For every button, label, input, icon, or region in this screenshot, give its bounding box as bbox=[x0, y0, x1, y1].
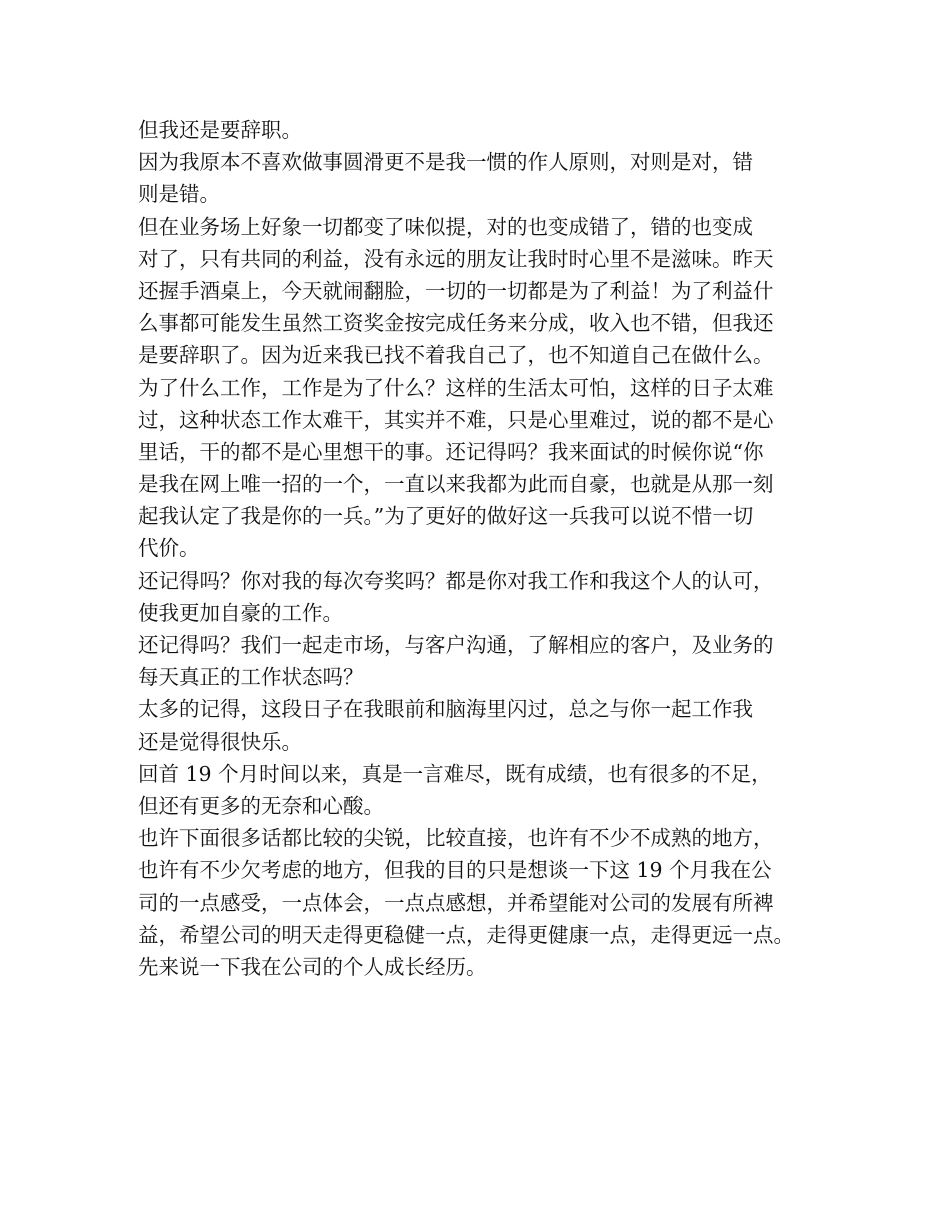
text-line: 回首 19 个月时间以来，真是一言难尽，既有成绩，也有很多的不足， bbox=[138, 761, 772, 786]
text-line: 对了，只有共同的利益，没有永远的朋友让我时时心里不是滋味。昨天 bbox=[138, 246, 774, 271]
text-line: 则是错。 bbox=[138, 182, 220, 207]
text-line: 也许有不少欠考虑的地方，但我的目的只是想谈一下这 19 个月我在公 bbox=[138, 858, 772, 883]
text-line: 每天真正的工作状态吗？ bbox=[138, 665, 364, 690]
text-line: 为了什么工作，工作是为了什么？这样的生活太可怕，这样的日子太难 bbox=[138, 375, 774, 400]
text-line: 太多的记得，这段日子在我眼前和脑海里闪过，总之与你一起工作我 bbox=[138, 697, 753, 722]
text-line: 因为我原本不喜欢做事圆滑更不是我一惯的作人原则，对则是对，错 bbox=[138, 150, 753, 175]
text-line: 是我在网上唯一招的一个，一直以来我都为此而自豪，也就是从那一刻 bbox=[138, 472, 774, 497]
text-line: 但还有更多的无奈和心酸。 bbox=[138, 793, 384, 818]
text-line: 里话，干的都不是心里想干的事。还记得吗？我来面试的时候你说“你 bbox=[138, 439, 764, 464]
text-line: 使我更加自豪的工作。 bbox=[138, 600, 343, 625]
text-line: 先来说一下我在公司的个人成长经历。 bbox=[138, 954, 487, 979]
text-line: 是要辞职了。因为近来我已找不着我自己了，也不知道自己在做什么。 bbox=[138, 343, 774, 368]
text-line: 还是觉得很快乐。 bbox=[138, 729, 302, 754]
text-line: 么事都可能发生虽然工资奖金按完成任务来分成，收入也不错，但我还 bbox=[138, 311, 774, 336]
text-line: 益，希望公司的明天走得更稳健一点，走得更健康一点，走得更远一点。 bbox=[138, 922, 794, 947]
text-line: 也许下面很多话都比较的尖锐，比较直接，也许有不少不成熟的地方， bbox=[138, 826, 774, 851]
resignation-letter-body bbox=[138, 114, 838, 983]
text-line: 还记得吗？我们一起走市场，与客户沟通，了解相应的客户，及业务的 bbox=[138, 633, 774, 657]
text-line: 司的一点感受，一点体会，一点点感想，并希望能对公司的发展有所裨 bbox=[138, 890, 774, 915]
text-line: 过，这种状态工作太难干，其实并不难，只是心里难过，说的都不是心 bbox=[138, 407, 774, 432]
text-line: 但在业务场上好象一切都变了味似提，对的也变成错了，错的也变成 bbox=[138, 214, 753, 239]
text-line: 但我还是要辞职。 bbox=[138, 118, 302, 142]
text-line: 起我认定了我是你的一兵。”为了更好的做好这一兵我可以说不惜一切 bbox=[138, 504, 754, 529]
text-line: 还记得吗？你对我的每次夸奖吗？都是你对我工作和我这个人的认可， bbox=[138, 568, 774, 593]
text-line: 代价。 bbox=[138, 536, 200, 561]
text-line: 还握手酒桌上，今天就闹翻脸，一切的一切都是为了利益！为了利益什 bbox=[138, 278, 774, 303]
